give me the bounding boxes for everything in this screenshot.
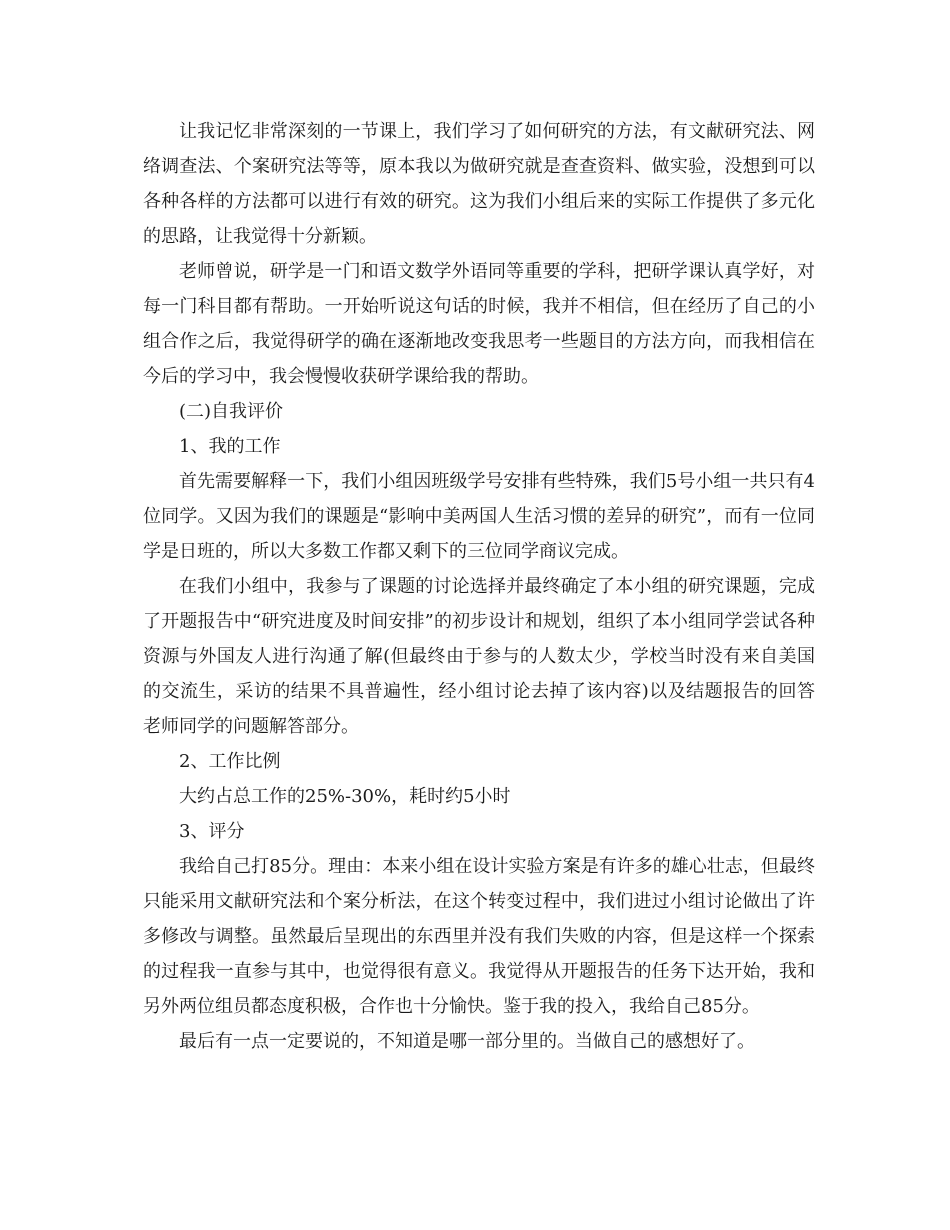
paragraph-reflection-methods: 让我记忆非常深刻的一节课上，我们学习了如何研究的方法，有文献研究法、网络调查法、个案研究法等等，原本我以为做研究就是查查资料、做实验，没想到可以各种各样的方法都可以进行有效的研究。这为我们小组后来的实际工作提供了多元化的思路，让我觉得十分新颖。 [143,121,815,247]
document-body [143,114,815,1059]
paragraph-group-background: 首先需要解释一下，我们小组因班级学号安排有些特殊，我们5号小组一共只有4位同学。又因为我们的课题是“影响中美两国人生活习惯的差异的研究”，而有一位同学是日班的，所以大多数工作都又剩下的三位同学商议完成。 [143,471,815,562]
paragraph-final-note: 最后有一点一定要说的，不知道是哪一部分里的。当做自己的感想好了。 [179,1031,755,1052]
section-heading-self-evaluation: (二)自我评价 [179,401,284,422]
subheading-score: 3、评分 [179,821,245,842]
paragraph-score-reason: 我给自己打85分。理由：本来小组在设计实验方案是有许多的雄心壮志，但最终只能采用文献研究法和个案分析法，在这个转变过程中，我们进过小组讨论做出了许多修改与调整。虽然最后呈现出的东西里并没有我们失败的内容，但是这样一个探索的过程我一直参与其中，也觉得很有意义。我觉得从开题报告的任务下达开始，我和另外两位组员都态度积极，合作也十分愉快。鉴于我的投入，我给自己85分。 [143,856,815,1017]
paragraph-teacher-quote: 老师曾说，研学是一门和语文数学外语同等重要的学科，把研学课认真学好，对每一门科目都有帮助。一开始听说这句话的时候，我并不相信，但在经历了自己的小组合作之后，我觉得研学的确在逐渐地改变我思考一些题目的方法方向，而我相信在今后的学习中，我会慢慢收获研学课给我的帮助。 [143,261,815,387]
subheading-work-ratio: 2、工作比例 [179,751,281,772]
paragraph-work-ratio: 大约占总工作的25%-30%，耗时约5小时 [179,786,511,807]
subheading-my-work: 1、我的工作 [179,436,281,457]
paragraph-my-contributions: 在我们小组中，我参与了课题的讨论选择并最终确定了本小组的研究课题，完成了开题报告中“研究进度及时间安排”的初步设计和规划，组织了本小组同学尝试各种资源与外国友人进行沟通了解(但最终由于参与的人数太少，学校当时没有来自美国的交流生，采访的结果不具普遍性，经小组讨论去掉了该内容)以及结题报告的回答老师同学的问题解答部分。 [143,576,815,737]
